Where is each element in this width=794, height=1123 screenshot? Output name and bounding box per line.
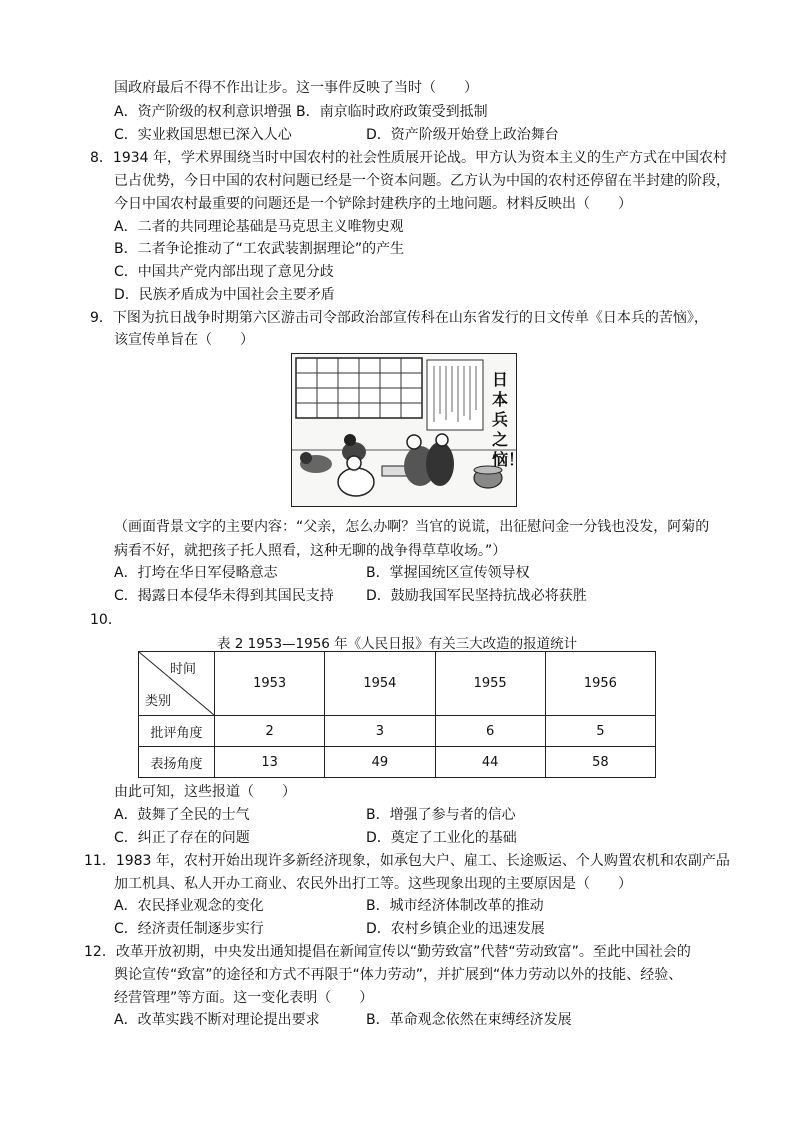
q9-option-c[interactable]: C．揭露日本侵华未得到其国民支持: [114, 588, 334, 604]
question-8-line-3: 今日中国农村最重要的问题还是一个铲除封建秩序的土地问题。材料反映出（ ）: [114, 196, 632, 212]
question-11-line-1: 11．1983 年，农村开始出现许多新经济现象，如承包大户、雇工、长途贩运、个人购置农机和农副产品: [84, 853, 730, 869]
q11-option-d[interactable]: D．农村乡镇企业的迅速发展: [366, 921, 545, 937]
q10-option-a[interactable]: A．鼓舞了全民的士气: [114, 807, 250, 823]
year-header: 1954: [325, 652, 435, 716]
question-9-line-2: 该宣传单旨在（ ）: [114, 332, 254, 348]
statistics-table: [138, 651, 656, 778]
question-10-stem: 由此可知，这些报道（ ）: [114, 784, 296, 800]
question-7-stem: 国政府最后不得不作出让步。这一事件反映了当时（ ）: [114, 80, 478, 96]
question-12-line-1: 12．改革开放初期，中央发出通知提倡在新闻宣传以“勤劳致富”代替“劳动致富”。至此中国社会的: [84, 944, 691, 960]
q7-option-d[interactable]: D．资产阶级开始登上政治舞台: [366, 127, 559, 143]
header-time: 时间: [169, 662, 196, 677]
table-cell: 6: [435, 716, 545, 747]
q10-option-b[interactable]: B．增强了参与者的信心: [366, 807, 516, 823]
q12-option-a[interactable]: A．改革实践不断对理论提出要求: [114, 1012, 320, 1028]
table-cell: 49: [325, 747, 435, 778]
figure-caption-line-1: （画面背景文字的主要内容：“父亲，怎么办啊？当官的说谎，出征慰问金一分钱也没发，阿菊的: [114, 519, 710, 535]
year-header: 1953: [215, 652, 325, 716]
q7-option-ab[interactable]: A．资产阶级的权利意识增强 B．南京临时政府政策受到抵制: [114, 104, 488, 120]
question-10-number: 10．: [90, 612, 122, 628]
table-cell: 44: [435, 747, 545, 778]
q8-option-a[interactable]: A．二者的共同理论基础是马克思主义唯物史观: [114, 219, 404, 235]
table-row: [139, 747, 656, 778]
q9-option-b[interactable]: B．掌握国统区宣传领导权: [366, 565, 530, 581]
diagonal-header-cell: [139, 652, 215, 716]
q8-option-c[interactable]: C．中国共产党内部出现了意见分歧: [114, 264, 334, 280]
leaflet-title: 日本兵之恼！: [492, 370, 525, 469]
header-category: 类别: [145, 694, 172, 709]
question-9-line-1: 9．下图为抗日战争时期第六区游击司令部政治部宣传科在山东省发行的日文传单《日本兵的苦恼》，: [90, 310, 708, 326]
figure-caption-line-2: 病看不好，就把孩子托人照看，这种无聊的战争得草草收场。”）: [114, 543, 507, 559]
q8-option-d[interactable]: D．民族矛盾成为中国社会主要矛盾: [114, 287, 335, 303]
year-header: 1955: [435, 652, 545, 716]
table-caption: 表 2 1953—1956 年《人民日报》有关三大改造的报道统计: [217, 636, 578, 652]
question-8-line-2: 已占优势，今日中国的农村问题已经是一个资本问题。乙方认为中国的农村还停留在半封建的阶段，: [114, 173, 730, 189]
q11-option-b[interactable]: B．城市经济体制改革的推动: [366, 898, 544, 914]
year-header: 1956: [545, 652, 655, 716]
table-cell: 13: [215, 747, 325, 778]
question-12-line-3: 经营管理”等方面。这一变化表明（ ）: [114, 990, 374, 1006]
table-cell: 5: [545, 716, 655, 747]
q8-option-b[interactable]: B．二者争论推动了“工农武装割据理论”的产生: [114, 241, 405, 257]
row-label: 表扬角度: [139, 747, 215, 778]
q10-option-d[interactable]: D．奠定了工业化的基础: [366, 830, 517, 846]
q11-option-a[interactable]: A．农民择业观念的变化: [114, 898, 264, 914]
table-cell: 58: [545, 747, 655, 778]
q9-option-a[interactable]: A．打垮在华日军侵略意志: [114, 565, 278, 581]
q10-option-c[interactable]: C．纠正了存在的问题: [114, 830, 250, 846]
row-label: 批评角度: [139, 716, 215, 747]
q9-option-d[interactable]: D．鼓励我国军民坚持抗战必将获胜: [366, 588, 587, 604]
question-8-line-1: 8．1934 年，学术界围绕当时中国农村的社会性质展开论战。甲方认为资本主义的生产方式在中国农村: [90, 150, 727, 166]
leaflet-illustration: [291, 353, 525, 507]
table-row: [139, 716, 656, 747]
q7-option-c[interactable]: C．实业救国思想已深入人心: [114, 127, 292, 143]
q11-option-c[interactable]: C．经济责任制逐步实行: [114, 921, 264, 937]
table-cell: 3: [325, 716, 435, 747]
table-header-row: [139, 652, 656, 716]
question-11-line-2: 加工机具、私人开办工商业、农民外出打工等。这些现象出现的主要原因是（ ）: [114, 876, 632, 892]
leaflet-drawing: [292, 354, 525, 506]
question-12-line-2: 舆论宣传“致富”的途径和方式不再限于“体力劳动”，并扩展到“体力劳动以外的技能、经验、: [114, 967, 683, 983]
q12-option-b[interactable]: B．革命观念依然在束缚经济发展: [366, 1012, 572, 1028]
table-cell: 2: [215, 716, 325, 747]
